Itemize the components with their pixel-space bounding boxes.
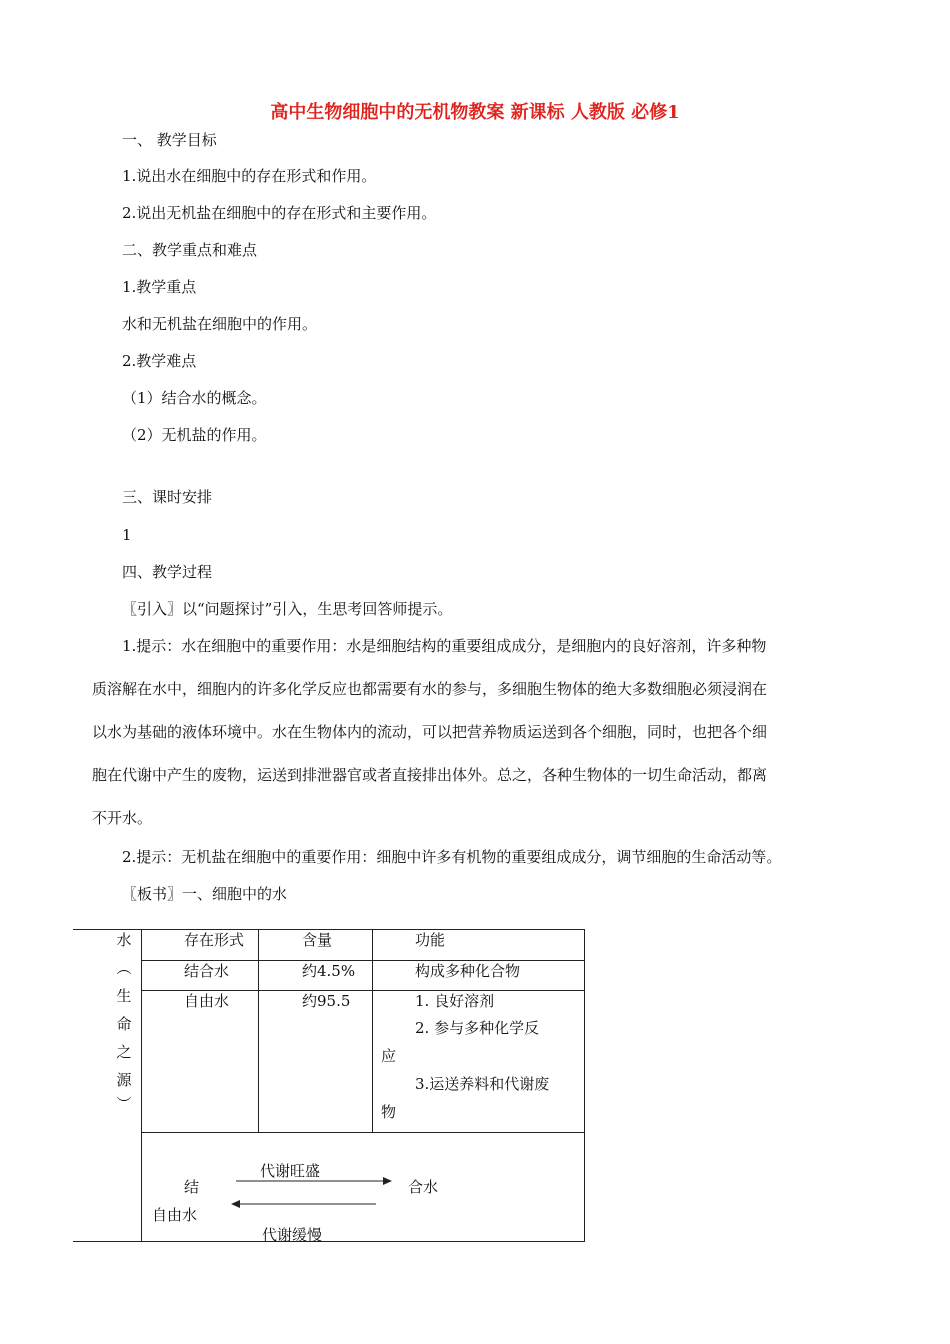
header-form: 存在形式 bbox=[184, 931, 245, 949]
free-water-function-3: 3.运送养料和代谢废 bbox=[415, 1075, 550, 1093]
bound-water-form: 结合水 bbox=[184, 962, 230, 980]
key-point-heading: 1.教学重点 bbox=[122, 278, 197, 296]
arrow-left-icon bbox=[231, 1200, 376, 1208]
diagram-left-top: 结 bbox=[184, 1178, 200, 1196]
bound-water-amount: 约4.5% bbox=[302, 962, 356, 980]
side-label-char: 水 bbox=[116, 931, 132, 949]
board-heading: 〖板书〗一、细胞中的水 bbox=[122, 885, 288, 903]
objective-2: 2.说出无机盐在细胞中的存在形式和主要作用。 bbox=[122, 204, 437, 222]
diagram-label-bottom: 代谢缓慢 bbox=[262, 1226, 323, 1244]
class-hours: 1 bbox=[122, 526, 132, 544]
section-1-heading: 一、 教学目标 bbox=[122, 131, 217, 149]
difficulty-heading: 2.教学难点 bbox=[122, 352, 197, 370]
paragraph-1-line-4: 胞在代谢中产生的废物，运送到排泄器官或者直接排出体外。总之，各种生物体的一切生命活动，都离 bbox=[92, 766, 768, 784]
paragraph-2: 2.提示：无机盐在细胞中的重要作用：细胞中许多有机物的重要组成成分，调节细胞的生命活动等。 bbox=[122, 848, 782, 866]
free-water-amount: 约95.5 bbox=[302, 992, 351, 1010]
diagram-right: 合水 bbox=[408, 1178, 439, 1196]
key-point-text: 水和无机盐在细胞中的作用。 bbox=[122, 315, 318, 333]
side-label-char: ︵ bbox=[116, 959, 132, 977]
paragraph-1-line-1: 1.提示：水在细胞中的重要作用：水是细胞结构的重要组成成分，是细胞内的良好溶剂，许多种物 bbox=[122, 637, 767, 655]
paragraph-1-line-2: 质溶解在水中，细胞内的许多化学反应也都需要有水的参与，多细胞生物体的绝大多数细胞必须浸润在 bbox=[92, 680, 768, 698]
diagram-left-bottom: 自由水 bbox=[152, 1206, 198, 1224]
objective-1: 1.说出水在细胞中的存在形式和作用。 bbox=[122, 167, 377, 185]
side-label-char: 生 bbox=[116, 987, 132, 1005]
free-water-function-3b: 物 bbox=[381, 1103, 397, 1121]
side-label-char: 之 bbox=[116, 1043, 132, 1061]
intro-text: 〖引入〗以“问题探讨”引入，生思考回答师提示。 bbox=[122, 600, 453, 618]
section-2-heading: 二、教学重点和难点 bbox=[122, 241, 258, 259]
bound-water-function: 构成多种化合物 bbox=[415, 962, 521, 980]
paragraph-1-line-3: 以水为基础的液体环境中。水在生物体内的流动，可以把营养物质运送到各个细胞，同时，也把各个细 bbox=[92, 723, 768, 741]
document-title: 高中生物细胞中的无机物教案 新课标 人教版 必修1 bbox=[270, 102, 680, 123]
difficulty-1: （1）结合水的概念。 bbox=[122, 389, 267, 407]
paragraph-1-line-5: 不开水。 bbox=[92, 809, 153, 827]
diagram-label-top: 代谢旺盛 bbox=[260, 1162, 321, 1180]
arrow-right-icon bbox=[236, 1177, 392, 1185]
section-4-heading: 四、教学过程 bbox=[122, 563, 213, 581]
free-water-function-1: 1. 良好溶剂 bbox=[415, 992, 495, 1010]
side-label-char: ︶ bbox=[116, 1095, 132, 1113]
free-water-form: 自由水 bbox=[184, 992, 230, 1010]
side-label-char: 源 bbox=[116, 1071, 132, 1089]
header-function: 功能 bbox=[415, 931, 446, 949]
free-water-function-2: 2. 参与多种化学反 bbox=[415, 1019, 540, 1037]
free-water-function-2b: 应 bbox=[381, 1047, 397, 1065]
side-label-char: 命 bbox=[116, 1015, 132, 1033]
header-amount: 含量 bbox=[302, 931, 333, 949]
difficulty-2: （2）无机盐的作用。 bbox=[122, 426, 267, 444]
section-3-heading: 三、课时安排 bbox=[122, 488, 213, 506]
